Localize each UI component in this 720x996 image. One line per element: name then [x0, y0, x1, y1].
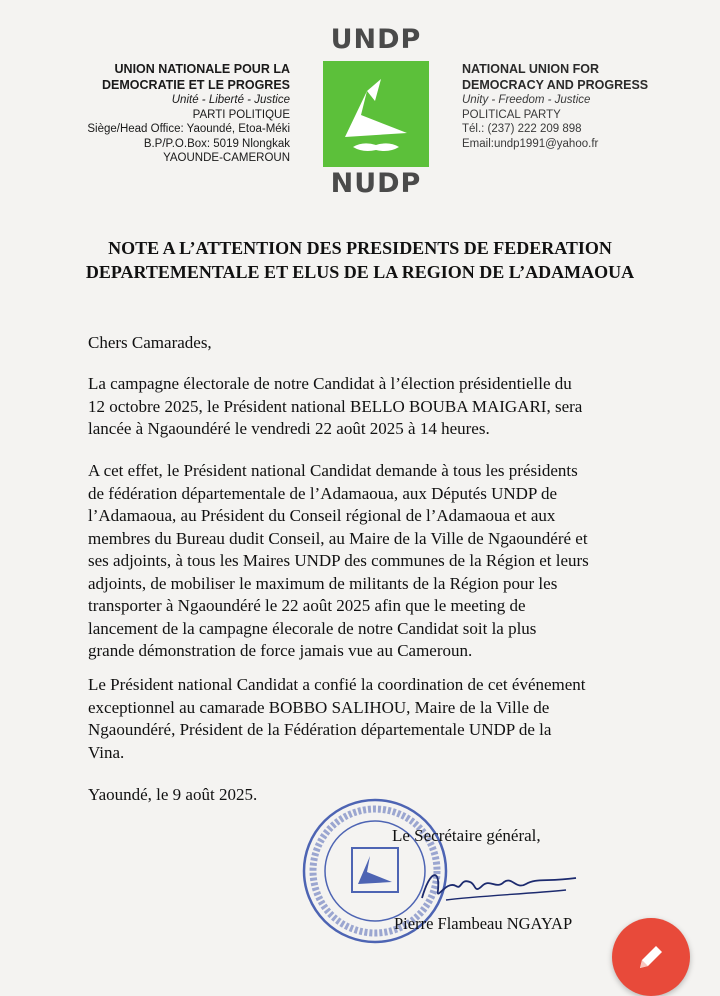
- paragraph-line: adjoints, de mobiliser le maximum de militants de la Région pour les: [88, 573, 558, 593]
- greeting: Chers Camarades,: [88, 333, 212, 352]
- paragraph-line: membres du Bureau dudit Conseil, au Maire de la Ville de Ngaoundéré et: [88, 528, 588, 548]
- paragraph-line: ses adjoints, à tous les Maires UNDP des communes de la Région et leurs: [88, 551, 589, 570]
- paragraph-line: lancement de la campagne élecorale de notre Candidat soit la plus: [88, 618, 537, 638]
- party-logo: [316, 24, 436, 202]
- email: Email:undp1991@yahoo.fr: [462, 137, 599, 150]
- edit-button[interactable]: [612, 918, 690, 996]
- paragraph-line: 12 octobre 2025, le Président national BELLO BOUBA MAIGARI, sera: [88, 396, 583, 416]
- paragraph-1: [88, 373, 688, 441]
- logo-emblem: [323, 61, 429, 167]
- logo-acronym-fr: UNDP: [330, 24, 422, 55]
- party-type-fr: PARTI POLITIQUE: [192, 108, 290, 121]
- city: YAOUNDE-CAMEROUN: [163, 152, 290, 165]
- head-office: Siège/Head Office: Yaoundé, Etoa-Méki: [87, 123, 290, 136]
- letterhead-right: [462, 62, 712, 151]
- dateline: Yaoundé, le 9 août 2025.: [88, 785, 258, 804]
- paragraph-line: Le Président national Candidat a confié la coordination de cet événement: [88, 675, 586, 694]
- paragraph-line: Ngaoundéré, Président de la Fédération départementale UNDP de la: [88, 720, 552, 739]
- org-name-en-line2: DEMOCRACY AND PROGRESS: [462, 77, 649, 92]
- signature-title: Le Secrétaire général,: [392, 826, 541, 845]
- logo-acronym-en: NUDP: [330, 168, 422, 199]
- letterhead-left: [30, 62, 290, 166]
- paragraph-3: [88, 674, 688, 764]
- paragraph-line: l’Adamaoua, au Président du Conseil régional de l’Adamaoua et aux: [88, 506, 556, 525]
- note-title: [60, 236, 660, 284]
- paragraph-2: [88, 460, 688, 663]
- paragraph-line: grande démonstration de force jamais vue au Cameroun.: [88, 641, 473, 660]
- pencil-icon: [634, 940, 668, 974]
- po-box: B.P/P.O.Box: 5019 Nlongkak: [143, 137, 290, 150]
- note-title-line1: NOTE A L’ATTENTION DES PRESIDENTS DE FEDERATION: [108, 238, 612, 258]
- paragraph-line: La campagne électorale de notre Candidat à l’élection présidentielle du: [88, 374, 572, 393]
- motto-en: Unity - Freedom - Justice: [462, 94, 591, 106]
- paragraph-line: transporter à Ngaoundéré le 22 août 2025 afin que le meeting de: [88, 596, 526, 615]
- phone: Tél.: (237) 222 209 898: [462, 123, 582, 136]
- note-title-line2: DEPARTEMENTALE ET ELUS DE LA REGION DE L’ADAMAOUA: [85, 262, 635, 282]
- paragraph-line: exceptionnel au camarade BOBBO SALIHOU, Maire de la Ville de: [88, 697, 550, 717]
- party-type-en: POLITICAL PARTY: [462, 108, 561, 121]
- paragraph-line: de fédération départementale de l’Adamaoua, aux Députés UNDP de: [88, 483, 558, 503]
- org-name-en-line1: NATIONAL UNION FOR: [462, 62, 600, 76]
- paragraph-line: Vina.: [88, 742, 125, 762]
- motto-fr: Unité - Liberté - Justice: [171, 94, 290, 106]
- flame-hands-icon: [323, 61, 429, 167]
- handwritten-signature: [416, 860, 586, 910]
- org-name-fr-line2: DEMOCRATIE ET LE PROGRES: [102, 77, 290, 92]
- org-name-fr-line1: UNION NATIONALE POUR LA: [114, 62, 290, 76]
- paragraph-line: lancée à Ngaoundéré le vendredi 22 août 2025 à 14 heures.: [88, 419, 490, 438]
- paragraph-line: A cet effet, le Président national Candidat demande à tous les présidents: [88, 461, 578, 480]
- signatory-name: Pierre Flambeau NGAYAP: [394, 914, 573, 933]
